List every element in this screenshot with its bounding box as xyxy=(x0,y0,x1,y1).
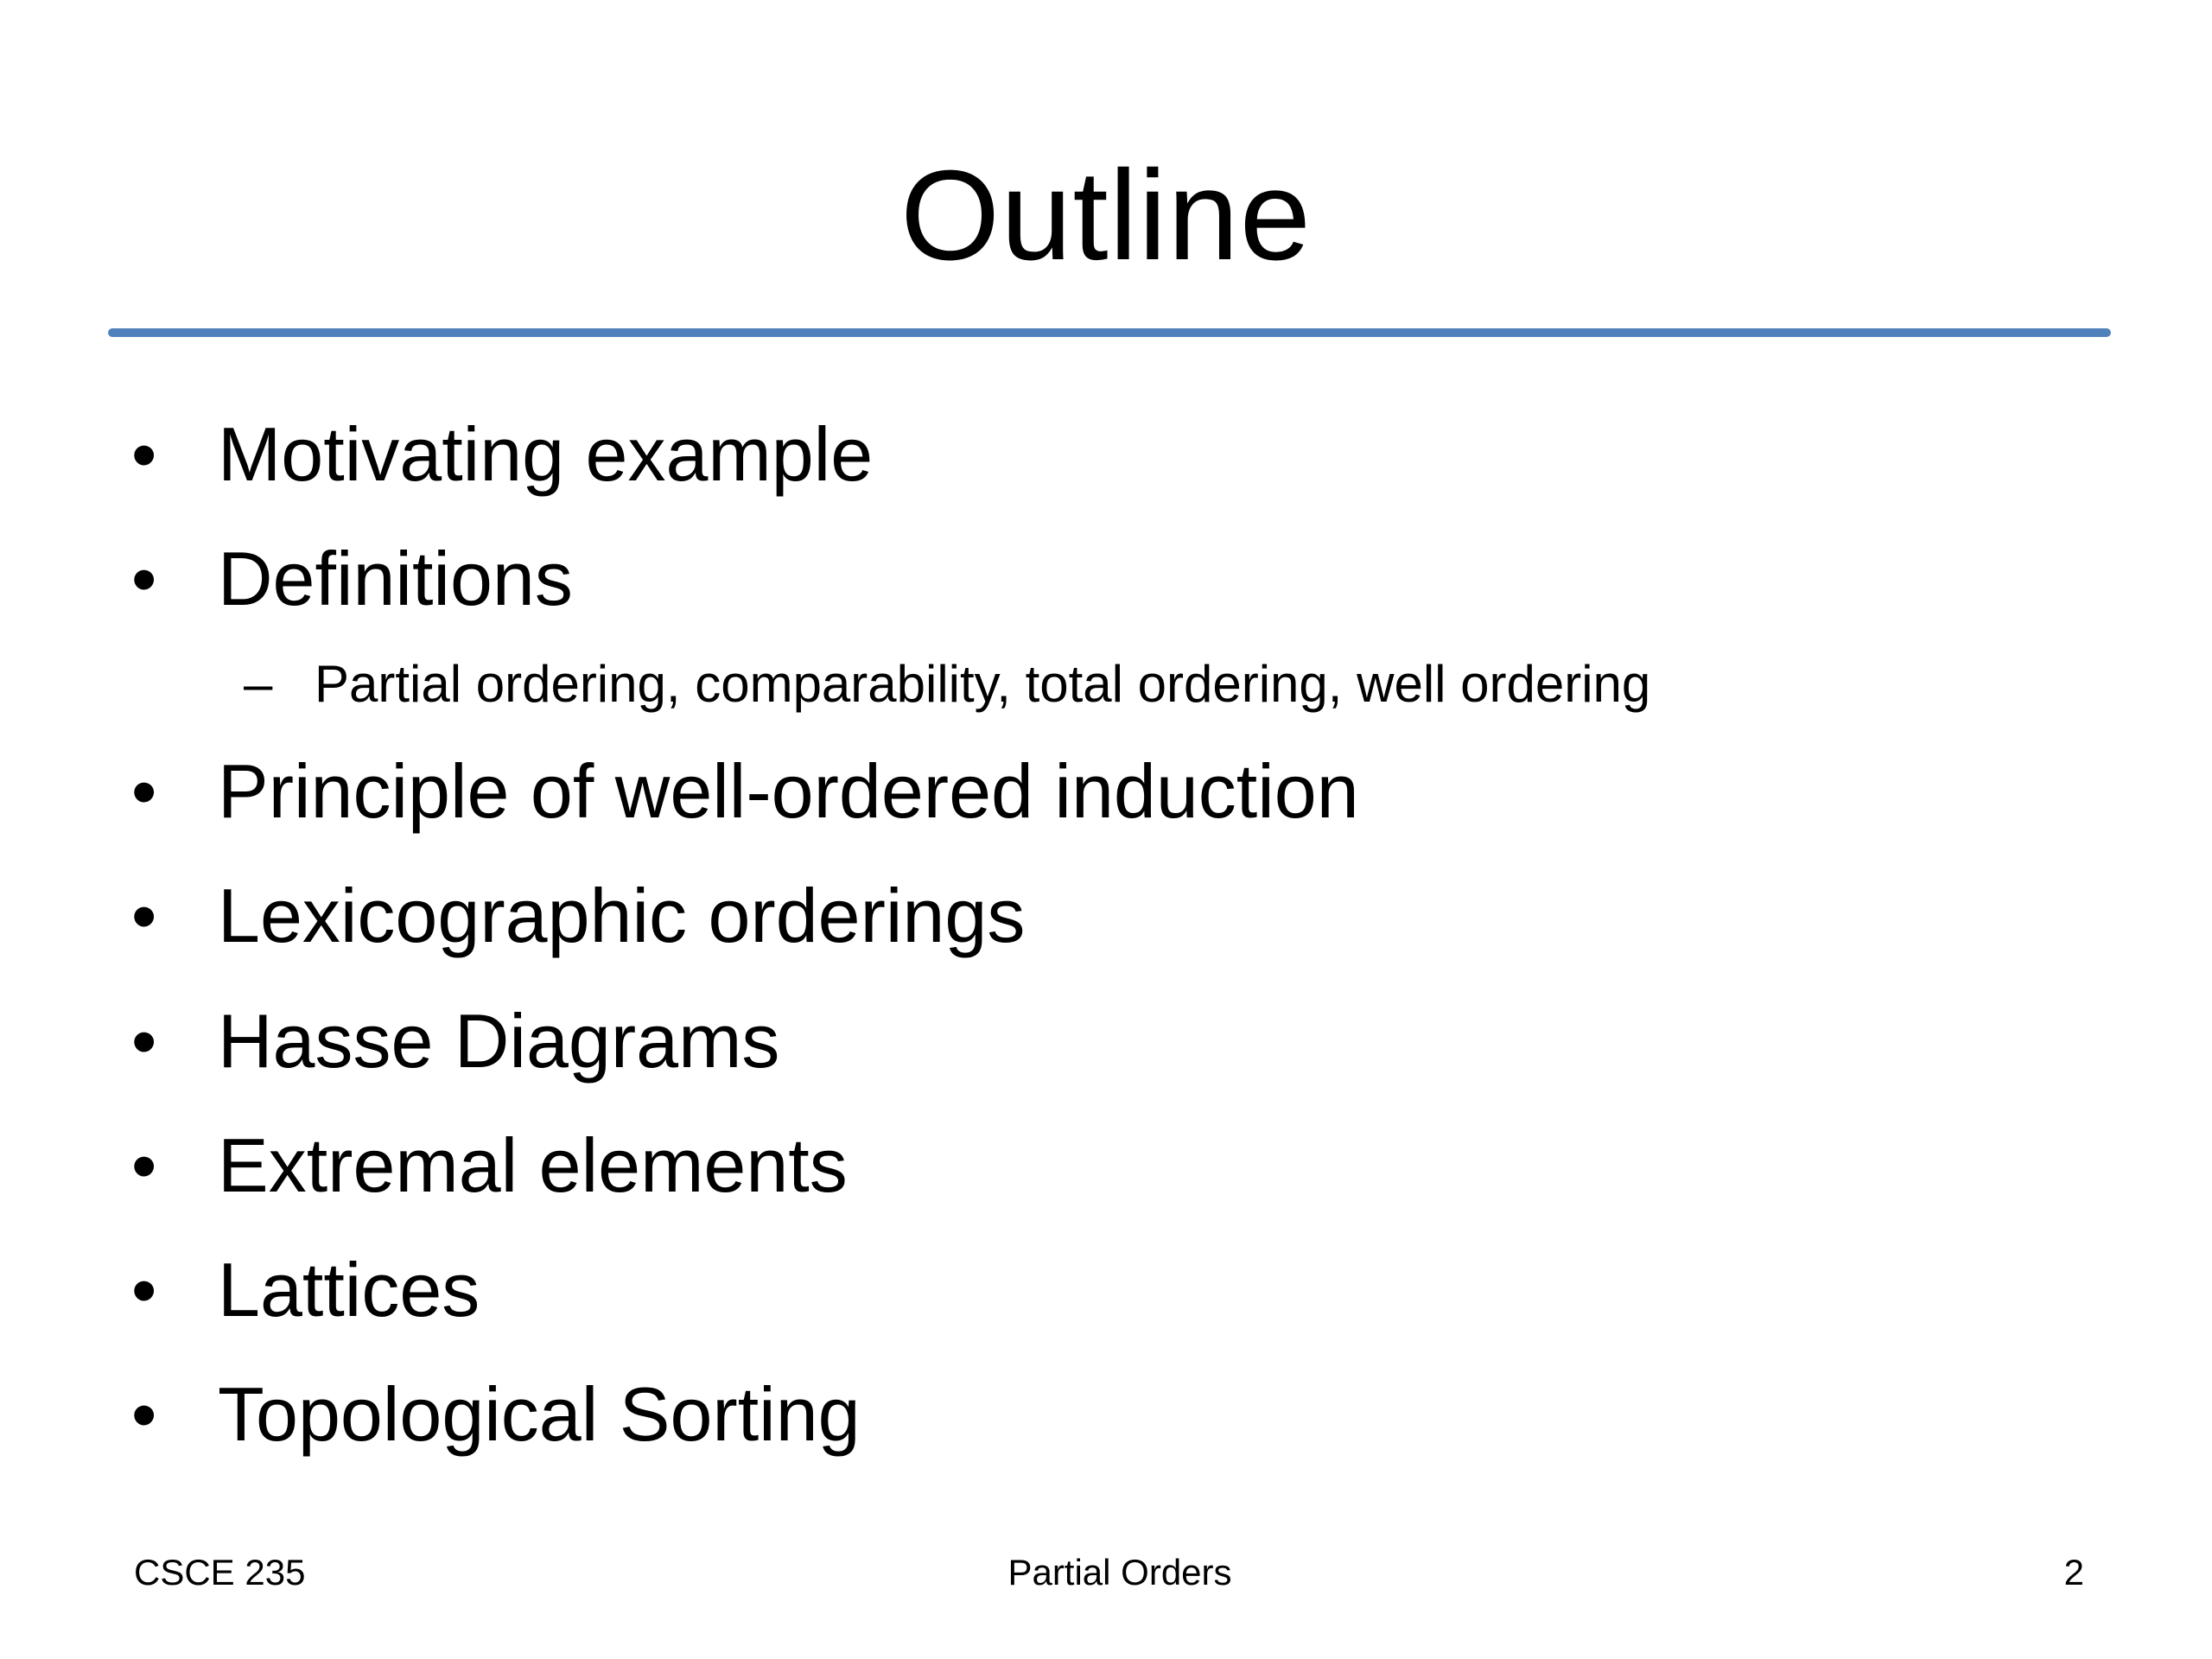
bullet-text: Hasse Diagrams xyxy=(218,998,780,1084)
list-item xyxy=(0,1114,2074,1217)
bullet-icon: • xyxy=(131,1374,157,1455)
footer-topic: Partial Orders xyxy=(1007,1552,1232,1592)
bullet-text: Definitions xyxy=(218,536,573,621)
list-item xyxy=(0,1238,2074,1342)
list-item xyxy=(0,527,2074,631)
sub-list-item xyxy=(0,650,2074,719)
bullet-icon: • xyxy=(131,875,157,957)
slide-title: Outline xyxy=(900,144,1312,287)
bullet-icon: • xyxy=(131,1001,157,1082)
footer-page-number: 2 xyxy=(2063,1552,2084,1592)
bullet-text: Principle of well-ordered induction xyxy=(218,748,1359,834)
bullet-text: Lexicographic orderings xyxy=(218,873,1026,958)
bullet-text: Motivating example xyxy=(218,411,874,497)
footer-course: CSCE 235 xyxy=(134,1552,306,1592)
bullet-icon: • xyxy=(131,414,157,495)
bullet-icon: • xyxy=(131,1125,157,1206)
bullet-icon: • xyxy=(131,538,157,620)
dash-icon: – xyxy=(244,655,273,713)
list-item xyxy=(0,403,2074,506)
bullet-icon: • xyxy=(131,751,157,832)
list-item xyxy=(0,1363,2074,1466)
bullet-text: Extremal elements xyxy=(218,1122,848,1208)
list-item xyxy=(0,989,2074,1093)
bullet-text: Topological Sorting xyxy=(218,1371,861,1457)
bullet-icon: • xyxy=(131,1249,157,1331)
list-item xyxy=(0,864,2074,968)
list-item xyxy=(0,740,2074,843)
sub-bullet-text: Partial ordering, comparability, total ordering, well ordering xyxy=(315,655,1651,713)
bullet-text: Lattices xyxy=(218,1247,480,1332)
